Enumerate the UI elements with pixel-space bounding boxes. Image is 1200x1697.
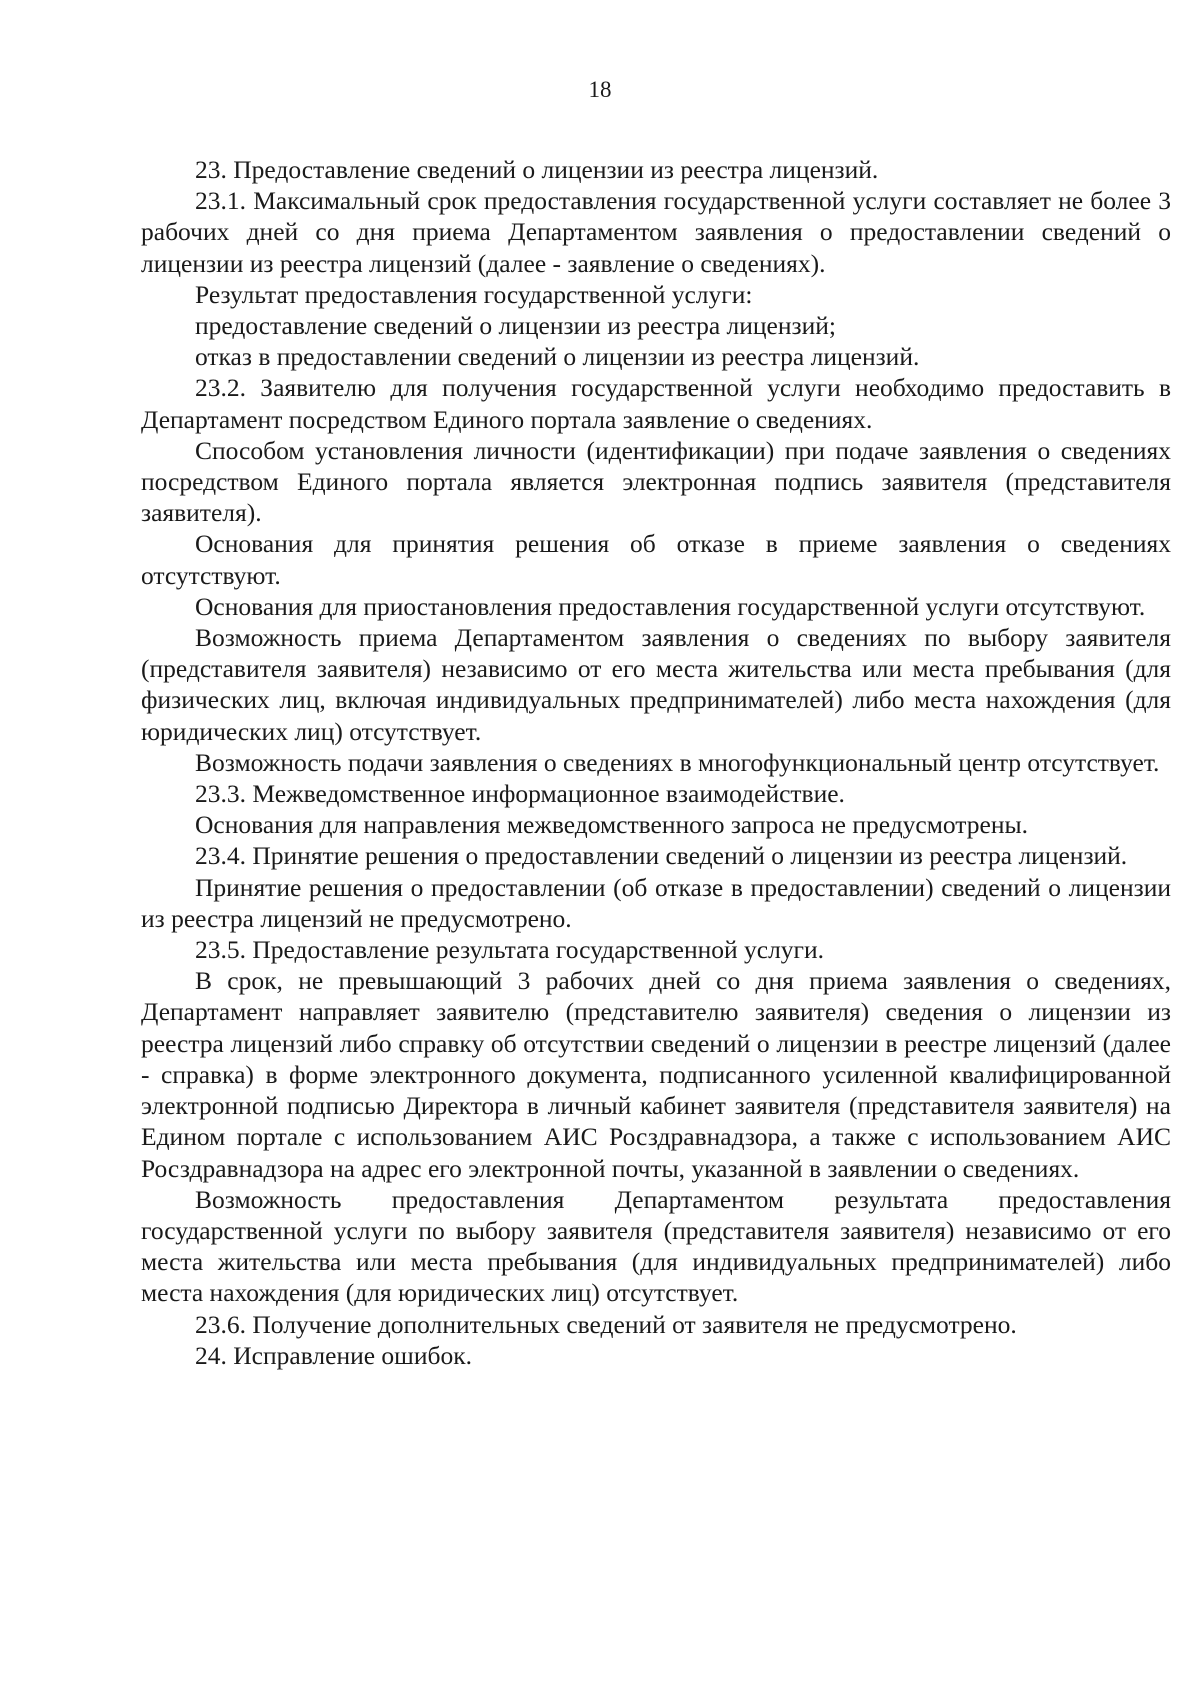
paragraph-23-2: 23.2. Заявителю для получения государственной услуги необходимо предоставить в Департамент посредством Единого портала заявление о сведениях.	[141, 373, 1171, 434]
paragraph-23-3: 23.3. Межведомственное информационное взаимодействие.	[195, 779, 845, 809]
paragraph-result-refuse: отказ в предоставлении сведений о лицензии из реестра лицензий.	[195, 342, 920, 372]
paragraph-result-possibility: Возможность предоставления Департаментом результата предоставления государственной услуги по выбору заявителя (представителя заявителя) независимо от его места жительства или места пребывания (для индивидуальных предпринимателей) либо места нахождения (для юридических лиц) отсутствует.	[141, 1184, 1171, 1308]
paragraph-identification: Способом установления личности (идентификации) при подаче заявления о сведениях посредством Единого портала является электронная подпись заявителя (представителя заявителя).	[141, 435, 1171, 528]
paragraph-result-delivery: В срок, не превышающий 3 рабочих дней со дня приема заявления о сведениях, Департамент направляет заявителю (представителю заявителя) сведения о лицензии из реестра лицензий либо справку об отсутствии сведений о лицензии в реестре лицензий (далее - справка) в форме электронного документа, подписанного усиленной квалифицированной электронной подписью Директора в личный кабинет заявителя (представителя заявителя) на Едином портале с использованием АИС Росздравнадзора, а также с использованием АИС Росздравнадзора на адрес его электронной почты, указанной в заявлении о сведениях.	[141, 966, 1171, 1183]
paragraph-23-1: 23.1. Максимальный срок предоставления государственной услуги составляет не более 3 рабочих дней со дня приема Департаментом заявления о предоставлении сведений о лицензии из реестра лицензий (далее - заявление о сведениях).	[141, 186, 1171, 278]
paragraph-suspension-grounds: Основания для приостановления предоставления государственной услуги отсутствуют.	[195, 591, 1146, 621]
paragraph-section-23-title: 23. Предоставление сведений о лицензии из реестра лицензий.	[195, 155, 879, 184]
paragraph-decision: Принятие решения о предоставлении (об отказе в предоставлении) сведений о лицензии из реестра лицензий не предусмотрено.	[141, 872, 1171, 933]
paragraph-result-provide: предоставление сведений о лицензии из реестра лицензий;	[195, 311, 836, 341]
paragraph-result-heading: Результат предоставления государственной услуги:	[195, 279, 753, 309]
paragraph-refusal-grounds: Основания для принятия решения об отказе в приеме заявления о сведениях отсутствуют.	[141, 529, 1171, 590]
paragraph-mfc-possibility: Возможность подачи заявления о сведениях в многофункциональный центр отсутствует.	[195, 747, 1160, 777]
paragraph-interagency-grounds: Основания для направления межведомственного запроса не предусмотрены.	[195, 810, 1028, 840]
paragraph-23-5: 23.5. Предоставление результата государственной услуги.	[195, 935, 825, 965]
paragraph-23-4: 23.4. Принятие решения о предоставлении сведений о лицензии из реестра лицензий.	[195, 841, 1128, 871]
paragraph-acceptance-possibility: Возможность приема Департаментом заявления о сведениях по выбору заявителя (представителя заявителя) независимо от его места жительства или места пребывания (для физических лиц, включая индивидуальных предпринимателей) либо места нахождения (для юридических лиц) отсутствует.	[141, 623, 1171, 746]
paragraph-23-6: 23.6. Получение дополнительных сведений от заявителя не предусмотрено.	[195, 1309, 1017, 1339]
paragraph-section-24-title: 24. Исправление ошибок.	[195, 1340, 472, 1370]
document-body	[141, 154, 1171, 1371]
page-number: 18	[588, 77, 612, 102]
